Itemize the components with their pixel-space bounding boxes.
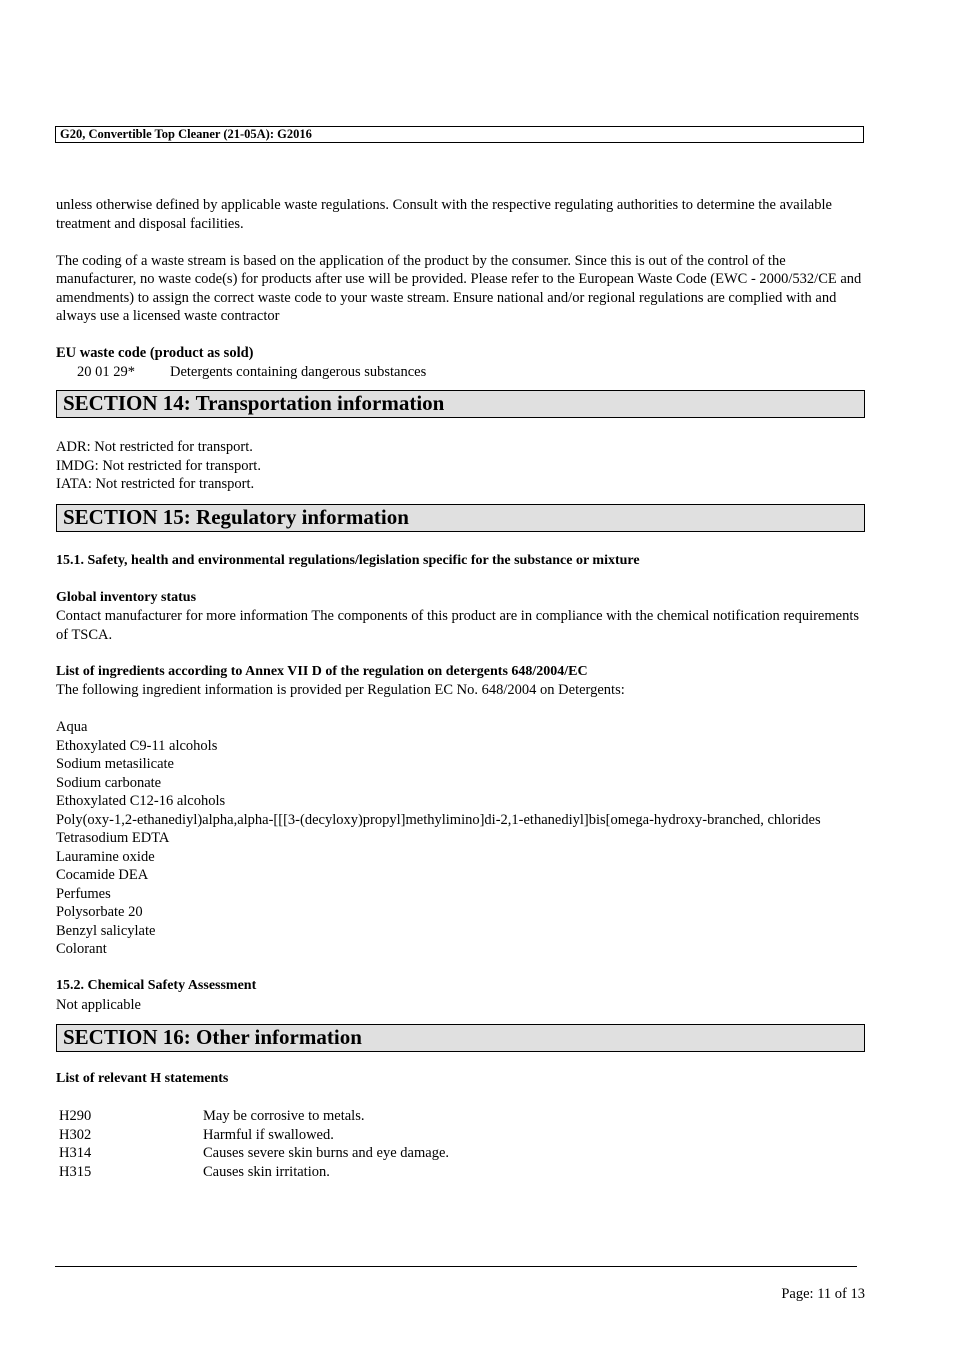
ingredients-heading: List of ingredients according to Annex VII D of the regulation on detergents 648/2004/EC — [56, 663, 588, 679]
h-statement-code: H302 — [59, 1126, 92, 1143]
h-statement-row — [59, 1126, 866, 1145]
h-statements-heading: List of relevant H statements — [56, 1071, 229, 1086]
h-statement-text: Harmful if swallowed. — [203, 1126, 334, 1143]
section-14-title: SECTION 14: Transportation information — [63, 391, 445, 415]
h-statement-code: H314 — [59, 1145, 92, 1161]
footer-divider — [55, 1266, 857, 1267]
h-statements-table — [56, 1107, 866, 1181]
h-statement-code: H315 — [59, 1163, 92, 1180]
ingredient-item: Perfumes — [56, 885, 111, 902]
eu-waste-code: 20 01 29* — [77, 363, 135, 380]
subsection-15-2-heading: 15.2. Chemical Safety Assessment — [56, 978, 257, 993]
ingredients-list — [56, 718, 866, 959]
h-statement-row — [59, 1144, 866, 1163]
h-statement-row — [59, 1163, 866, 1182]
ingredient-item: Colorant — [56, 941, 107, 957]
page-number: Page: 11 of 13 — [781, 1286, 865, 1302]
h-statement-text: Causes severe skin burns and eye damage. — [203, 1145, 450, 1161]
global-inventory-text: Contact manufacturer for more information The components of this product are in compliance with the chemical notification requirements of TSCA. — [56, 608, 860, 643]
subsection-15-2-text: Not applicable — [56, 996, 141, 1013]
section-15-title: SECTION 15: Regulatory information — [63, 504, 409, 529]
ingredient-item: Cocamide DEA — [56, 867, 149, 883]
ingredient-item: Lauramine oxide — [56, 848, 155, 865]
section-16-header — [56, 1024, 865, 1052]
subsection-15-1-heading: 15.1. Safety, health and environmental regulations/legislation specific for the substance or mixture — [56, 552, 640, 568]
h-statement-code: H290 — [59, 1108, 92, 1124]
ingredient-item: Poly(oxy-1,2-ethanediyl)alpha,alpha-[[[3-(decyloxy)propyl]methylimino]di-2,1-ethanediyl]bis[omega-hydroxy-branched, chlorides — [56, 811, 821, 828]
h-statement-text: May be corrosive to metals. — [203, 1108, 365, 1124]
eu-waste-code-heading: EU waste code (product as sold) — [56, 345, 254, 361]
eu-waste-code-row — [56, 363, 866, 382]
ingredients-intro: The following ingredient information is provided per Regulation EC No. 648/2004 on Detergents: — [56, 682, 625, 698]
section-16-title: SECTION 16: Other information — [63, 1025, 362, 1049]
section-14-header — [56, 390, 865, 418]
global-inventory-heading: Global inventory status — [56, 589, 197, 605]
ingredient-item: Benzyl salicylate — [56, 922, 156, 939]
ingredient-item: Tetrasodium EDTA — [56, 830, 170, 846]
ingredient-item: Ethoxylated C9-11 alcohols — [56, 737, 218, 754]
ingredient-item: Aqua — [56, 719, 88, 735]
section-15-header — [56, 504, 865, 532]
transport-imdg: IMDG: Not restricted for transport. — [56, 457, 261, 474]
h-statement-text: Causes skin irritation. — [203, 1163, 330, 1180]
disposal-paragraph-2: The coding of a waste stream is based on the application of the product by the consumer. Since this is out of the control of the manufacturer, no waste code(s) for products after use will be provided. Please refer to the European Waste Code (EWC - 2000/532/CE and amendments) to assign the correct waste code to your waste stream. Ensure national and/or regional regulations are complied with and always use a licensed waste contractor — [56, 252, 862, 324]
ingredient-item: Ethoxylated C12-16 alcohols — [56, 793, 226, 809]
transport-iata: IATA: Not restricted for transport. — [56, 476, 255, 492]
ingredient-item: Sodium metasilicate — [56, 756, 174, 772]
eu-waste-code-description: Detergents containing dangerous substances — [170, 363, 427, 380]
document-body — [56, 196, 866, 1181]
transport-adr: ADR: Not restricted for transport. — [56, 439, 253, 455]
ingredient-item: Polysorbate 20 — [56, 904, 143, 920]
document-title: G20, Convertible Top Cleaner (21-05A): G2016 — [60, 127, 312, 141]
h-statement-row — [59, 1107, 866, 1126]
disposal-paragraph-1: unless otherwise defined by applicable waste regulations. Consult with the respective regulating authorities to determine the available treatment and disposal facilities. — [56, 197, 832, 232]
ingredient-item: Sodium carbonate — [56, 774, 162, 791]
document-header — [55, 126, 864, 143]
